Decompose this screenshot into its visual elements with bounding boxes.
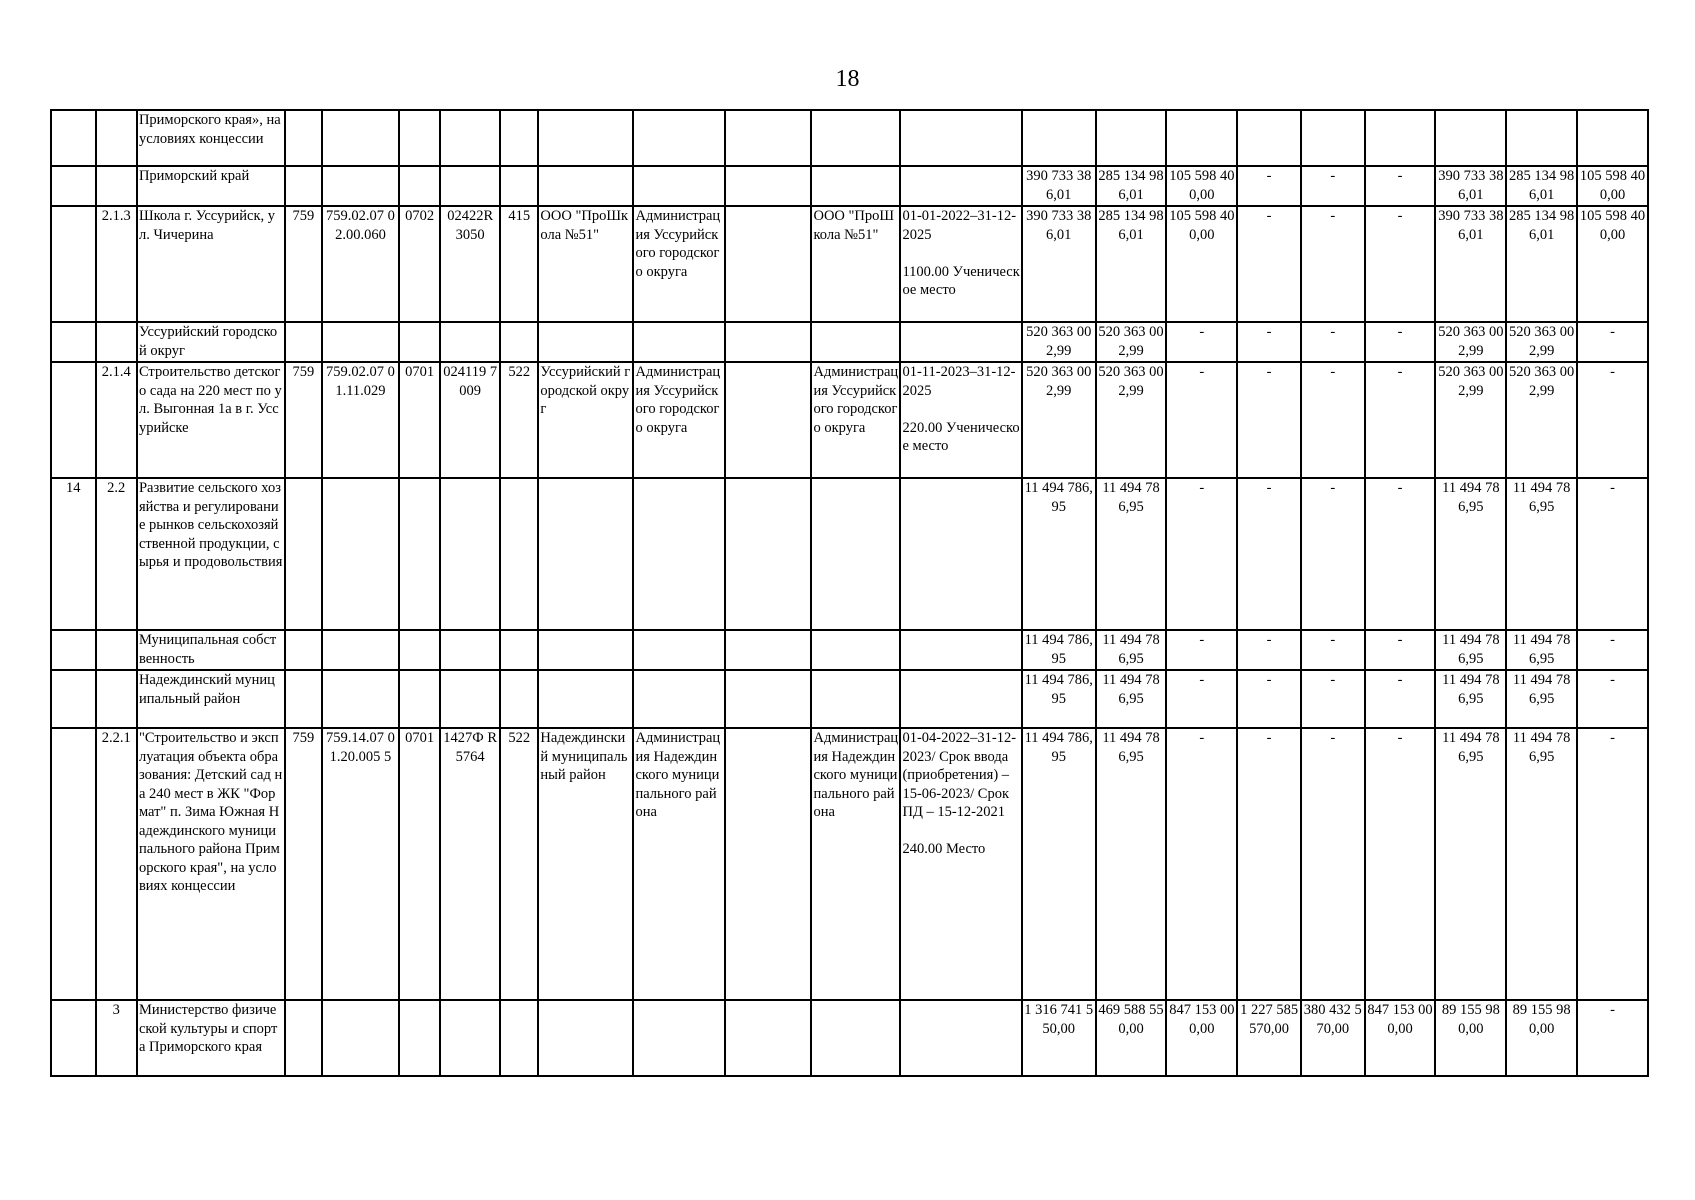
section-code [399, 670, 440, 728]
amount-cell: - [1166, 670, 1237, 728]
grbs-code [285, 670, 322, 728]
developer-organization: ООО "ПроШкола №51" [811, 206, 900, 322]
amount-cell: - [1301, 206, 1365, 322]
item-code: 2.1.4 [96, 362, 137, 478]
responsible-organization [633, 478, 724, 630]
amount-cell: - [1237, 670, 1301, 728]
developer-organization [811, 478, 900, 630]
item-code [96, 630, 137, 670]
amount-cell: 89 155 980,00 [1506, 1000, 1577, 1076]
amount-cell: - [1237, 166, 1301, 206]
amount-cell: 11 494 786,95 [1435, 478, 1506, 630]
customer-organization [725, 1000, 812, 1076]
amount-cell: - [1365, 478, 1436, 630]
responsible-organization [633, 110, 724, 166]
amount-cell: - [1577, 670, 1648, 728]
developer-organization [811, 322, 900, 362]
amount-cell: - [1237, 478, 1301, 630]
table-row [51, 478, 1648, 630]
item-code [96, 322, 137, 362]
section-code [399, 322, 440, 362]
table-row [51, 362, 1648, 478]
owner-organization: Надеждинский муниципальный район [538, 728, 633, 1000]
target-article-code [440, 166, 500, 206]
grbs-code [285, 630, 322, 670]
table-row [51, 670, 1648, 728]
owner-organization [538, 322, 633, 362]
developer-organization [811, 166, 900, 206]
customer-organization [725, 110, 812, 166]
amount-cell: 11 494 786,95 [1096, 630, 1167, 670]
item-code: 2.2 [96, 478, 137, 630]
amount-cell: 469 588 550,00 [1096, 1000, 1167, 1076]
amount-cell: 285 134 986,01 [1096, 166, 1167, 206]
grbs-code [285, 166, 322, 206]
amount-cell [1365, 110, 1436, 166]
table-row [51, 206, 1648, 322]
expense-type-code: 522 [500, 362, 538, 478]
item-code: 3 [96, 1000, 137, 1076]
amount-cell: 11 494 786,95 [1435, 670, 1506, 728]
target-article-code: 024119 7009 [440, 362, 500, 478]
section-code: 0702 [399, 206, 440, 322]
amount-cell: 520 363 002,99 [1022, 322, 1096, 362]
row-number: 14 [51, 478, 96, 630]
amount-cell: - [1301, 362, 1365, 478]
expense-type-code [500, 670, 538, 728]
amount-cell [1506, 110, 1577, 166]
amount-cell: - [1365, 630, 1436, 670]
amount-cell: - [1301, 478, 1365, 630]
item-name: Министерство физической культуры и спорта Приморского края [137, 1000, 285, 1076]
classification-code [322, 670, 399, 728]
item-name: Школа г. Уссурийск, ул. Чичерина [137, 206, 285, 322]
row-number [51, 630, 96, 670]
expense-type-code [500, 110, 538, 166]
amount-cell: - [1365, 362, 1436, 478]
classification-code [322, 478, 399, 630]
item-name: Развитие сельского хозяйства и регулирование рынков сельскохозяйственной продукции, сырья и продовольствия [137, 478, 285, 630]
amount-cell [1166, 110, 1237, 166]
implementation-period [900, 478, 1021, 630]
page-number: 18 [835, 66, 860, 92]
responsible-organization: Администрация Уссурийского городского округа [633, 206, 724, 322]
grbs-code [285, 478, 322, 630]
amount-cell: 105 598 400,00 [1166, 206, 1237, 322]
section-code [399, 110, 440, 166]
amount-cell: 390 733 386,01 [1435, 206, 1506, 322]
amount-cell: 1 227 585 570,00 [1237, 1000, 1301, 1076]
amount-cell: 390 733 386,01 [1435, 166, 1506, 206]
amount-cell [1577, 110, 1648, 166]
amount-cell: 520 363 002,99 [1435, 362, 1506, 478]
item-code [96, 166, 137, 206]
amount-cell: - [1301, 728, 1365, 1000]
item-code [96, 110, 137, 166]
target-article-code [440, 630, 500, 670]
implementation-period: 01-11-2023–31-12-2025 220.00 Ученическое место [900, 362, 1021, 478]
amount-cell: 11 494 786,95 [1506, 478, 1577, 630]
target-article-code [440, 670, 500, 728]
target-article-code [440, 1000, 500, 1076]
amount-cell: 847 153 000,00 [1365, 1000, 1436, 1076]
amount-cell: - [1237, 630, 1301, 670]
amount-cell: 11 494 786,95 [1435, 630, 1506, 670]
amount-cell [1301, 110, 1365, 166]
responsible-organization [633, 630, 724, 670]
amount-cell: - [1365, 166, 1436, 206]
amount-cell [1022, 110, 1096, 166]
budget-table [50, 109, 1649, 1077]
customer-organization [725, 362, 812, 478]
amount-cell: - [1577, 478, 1648, 630]
amount-cell: - [1577, 1000, 1648, 1076]
amount-cell: 11 494 786,95 [1022, 630, 1096, 670]
customer-organization [725, 630, 812, 670]
table-row [51, 322, 1648, 362]
implementation-period [900, 110, 1021, 166]
owner-organization [538, 630, 633, 670]
amount-cell: 11 494 786,95 [1435, 728, 1506, 1000]
section-code [399, 166, 440, 206]
table-row [51, 630, 1648, 670]
grbs-code: 759 [285, 728, 322, 1000]
classification-code: 759.02.07 01.11.029 [322, 362, 399, 478]
item-code: 2.1.3 [96, 206, 137, 322]
developer-organization [811, 1000, 900, 1076]
responsible-organization: Администрация Надеждинского муниципального района [633, 728, 724, 1000]
grbs-code [285, 1000, 322, 1076]
amount-cell: - [1166, 630, 1237, 670]
responsible-organization [633, 1000, 724, 1076]
expense-type-code [500, 478, 538, 630]
amount-cell: - [1577, 362, 1648, 478]
classification-code [322, 110, 399, 166]
customer-organization [725, 322, 812, 362]
amount-cell: - [1365, 728, 1436, 1000]
classification-code [322, 166, 399, 206]
amount-cell [1435, 110, 1506, 166]
implementation-period [900, 670, 1021, 728]
item-name: Надеждинский муниципальный район [137, 670, 285, 728]
expense-type-code [500, 630, 538, 670]
amount-cell: - [1301, 630, 1365, 670]
section-code: 0701 [399, 362, 440, 478]
implementation-period [900, 166, 1021, 206]
customer-organization [725, 670, 812, 728]
owner-organization: ООО "ПроШкола №51" [538, 206, 633, 322]
classification-code [322, 322, 399, 362]
amount-cell: 11 494 786,95 [1506, 670, 1577, 728]
expense-type-code [500, 1000, 538, 1076]
amount-cell: 520 363 002,99 [1435, 322, 1506, 362]
expense-type-code [500, 322, 538, 362]
amount-cell: 11 494 786,95 [1022, 670, 1096, 728]
amount-cell: - [1237, 362, 1301, 478]
customer-organization [725, 166, 812, 206]
amount-cell: 1 316 741 550,00 [1022, 1000, 1096, 1076]
customer-organization [725, 206, 812, 322]
row-number [51, 206, 96, 322]
amount-cell: - [1166, 322, 1237, 362]
item-name: Приморский край [137, 166, 285, 206]
grbs-code [285, 322, 322, 362]
target-article-code [440, 110, 500, 166]
amount-cell: 285 134 986,01 [1096, 206, 1167, 322]
table-row [51, 1000, 1648, 1076]
amount-cell: 847 153 000,00 [1166, 1000, 1237, 1076]
amount-cell: - [1237, 206, 1301, 322]
expense-type-code [500, 166, 538, 206]
expense-type-code: 522 [500, 728, 538, 1000]
amount-cell: 285 134 986,01 [1506, 206, 1577, 322]
amount-cell: - [1365, 322, 1436, 362]
amount-cell: - [1166, 362, 1237, 478]
amount-cell: 520 363 002,99 [1022, 362, 1096, 478]
amount-cell: 390 733 386,01 [1022, 166, 1096, 206]
amount-cell: - [1301, 670, 1365, 728]
responsible-organization [633, 670, 724, 728]
target-article-code [440, 478, 500, 630]
row-number [51, 670, 96, 728]
row-number [51, 322, 96, 362]
implementation-period [900, 322, 1021, 362]
customer-organization [725, 728, 812, 1000]
target-article-code: 02422R 3050 [440, 206, 500, 322]
section-code: 0701 [399, 728, 440, 1000]
amount-cell: - [1365, 670, 1436, 728]
item-name: Уссурийский городской округ [137, 322, 285, 362]
owner-organization [538, 110, 633, 166]
customer-organization [725, 478, 812, 630]
owner-organization [538, 670, 633, 728]
owner-organization: Уссурийский городской округ [538, 362, 633, 478]
row-number [51, 166, 96, 206]
amount-cell: 520 363 002,99 [1506, 362, 1577, 478]
owner-organization [538, 1000, 633, 1076]
item-code: 2.2.1 [96, 728, 137, 1000]
grbs-code: 759 [285, 362, 322, 478]
amount-cell: 380 432 570,00 [1301, 1000, 1365, 1076]
amount-cell: 520 363 002,99 [1096, 362, 1167, 478]
amount-cell: 11 494 786,95 [1022, 478, 1096, 630]
section-code [399, 1000, 440, 1076]
item-name: Приморского края», на условиях концессии [137, 110, 285, 166]
developer-organization: Администрация Надеждинского муниципального района [811, 728, 900, 1000]
grbs-code [285, 110, 322, 166]
amount-cell: - [1577, 630, 1648, 670]
table-row [51, 166, 1648, 206]
owner-organization [538, 166, 633, 206]
section-code [399, 478, 440, 630]
amount-cell: 11 494 786,95 [1022, 728, 1096, 1000]
amount-cell: - [1577, 322, 1648, 362]
amount-cell [1096, 110, 1167, 166]
expense-type-code: 415 [500, 206, 538, 322]
responsible-organization: Администрация Уссурийского городского округа [633, 362, 724, 478]
amount-cell: 520 363 002,99 [1096, 322, 1167, 362]
classification-code [322, 630, 399, 670]
amount-cell [1237, 110, 1301, 166]
amount-cell: - [1166, 478, 1237, 630]
amount-cell: - [1577, 728, 1648, 1000]
item-name: Муниципальная собственность [137, 630, 285, 670]
developer-organization [811, 670, 900, 728]
item-name: "Строительство и эксплуатация объекта образования: Детский сад на 240 мест в ЖК "Формат" п. Зима Южная Надеждинского муниципального района Приморского края", на условиях концессии [137, 728, 285, 1000]
developer-organization [811, 110, 900, 166]
amount-cell: - [1301, 166, 1365, 206]
responsible-organization [633, 322, 724, 362]
item-code [96, 670, 137, 728]
amount-cell: 11 494 786,95 [1506, 728, 1577, 1000]
developer-organization [811, 630, 900, 670]
classification-code [322, 1000, 399, 1076]
amount-cell: 105 598 400,00 [1577, 166, 1648, 206]
target-article-code: 1427Ф R5764 [440, 728, 500, 1000]
item-name: Строительство детского сада на 220 мест по ул. Выгонная 1а в г. Уссурийске [137, 362, 285, 478]
classification-code: 759.14.07 01.20.005 5 [322, 728, 399, 1000]
grbs-code: 759 [285, 206, 322, 322]
amount-cell: 285 134 986,01 [1506, 166, 1577, 206]
amount-cell: - [1237, 322, 1301, 362]
implementation-period: 01-01-2022–31-12-2025 1100.00 Ученическое место [900, 206, 1021, 322]
amount-cell: 390 733 386,01 [1022, 206, 1096, 322]
amount-cell: 105 598 400,00 [1577, 206, 1648, 322]
row-number [51, 1000, 96, 1076]
amount-cell: - [1166, 728, 1237, 1000]
amount-cell: 105 598 400,00 [1166, 166, 1237, 206]
amount-cell: 11 494 786,95 [1506, 630, 1577, 670]
amount-cell: 11 494 786,95 [1096, 478, 1167, 630]
table-row [51, 110, 1648, 166]
row-number [51, 728, 96, 1000]
amount-cell: 11 494 786,95 [1096, 728, 1167, 1000]
amount-cell: 11 494 786,95 [1096, 670, 1167, 728]
developer-organization: Администрация Уссурийского городского округа [811, 362, 900, 478]
amount-cell: - [1301, 322, 1365, 362]
responsible-organization [633, 166, 724, 206]
implementation-period [900, 630, 1021, 670]
amount-cell: 89 155 980,00 [1435, 1000, 1506, 1076]
row-number [51, 362, 96, 478]
section-code [399, 630, 440, 670]
amount-cell: - [1237, 728, 1301, 1000]
row-number [51, 110, 96, 166]
owner-organization [538, 478, 633, 630]
amount-cell: 520 363 002,99 [1506, 322, 1577, 362]
table-row [51, 728, 1648, 1000]
classification-code: 759.02.07 02.00.060 [322, 206, 399, 322]
amount-cell: - [1365, 206, 1436, 322]
target-article-code [440, 322, 500, 362]
implementation-period [900, 1000, 1021, 1076]
implementation-period: 01-04-2022–31-12-2023/ Срок ввода (приобретения) – 15-06-2023/ Срок ПД – 15-12-2021 240.00 Место [900, 728, 1021, 1000]
